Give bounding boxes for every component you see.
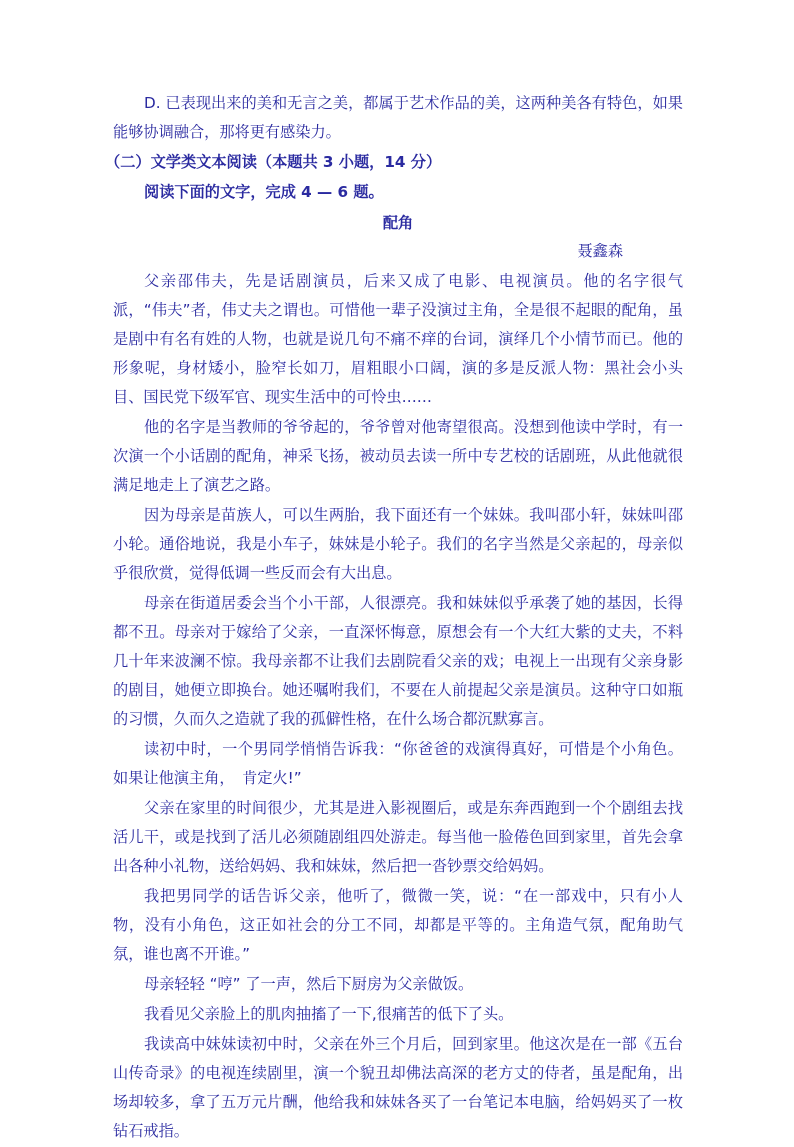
document-page — [105, 89, 683, 1147]
option-d-text: D. 已表现出来的美和无言之美，都属于艺术作品的美，这两种美各有特色，如果能够协调融合，那将更有感染力。 — [113, 94, 683, 141]
reading-instruction: 阅读下面的文字，完成 4 — 6 题。 — [144, 183, 384, 201]
story-paragraph: 父亲邵伟夫，先是话剧演员，后来又成了电影、电视演员。他的名字很气派，“伟夫”者，伟丈夫之谓也。可惜他一辈子没演过主角，全是很不起眼的配角，虽是剧中有名有姓的人物，也就是说几句不痛不痒的台词，演绎几个小情节而已。他的形象呢，身材矮小，脸窄长如刀，眉粗眼小口阔，演的多是反派人物：黑社会小头目、国民党下级军官、现实生活中的可怜虫…… — [113, 272, 683, 406]
section-heading: （二）文学类文本阅读（本题共 3 小题，14 分） — [105, 153, 442, 171]
story-paragraph: 读初中时，一个男同学悄悄告诉我：“你爸爸的戏演得真好，可惜是个小角色。如果让他演主角， 肯定火!” — [113, 740, 683, 787]
story-paragraph: 我看见父亲脸上的肌肉抽搐了一下,很痛苦的低下了头。 — [144, 1005, 514, 1023]
story-paragraph: 母亲轻轻 “哼” 了一声，然后下厨房为父亲做饭。 — [144, 975, 474, 993]
story-author: 聂鑫森 — [577, 242, 623, 260]
story-paragraph: 父亲在家里的时间很少，尤其是进入影视圈后，或是东奔西跑到一个个剧组去找活儿干，或是找到了活儿必须随剧组四处游走。每当他一脸倦色回到家里，首先会拿出各种小礼物，送给妈妈、我和妹妹，然后把一沓钞票交给妈妈。 — [113, 799, 683, 875]
story-paragraph: 母亲在街道居委会当个小干部，人很漂亮。我和妹妹似乎承袭了她的基因，长得都不丑。母亲对于嫁给了父亲，一直深怀悔意，原想会有一个大红大紫的丈夫，不料几十年来波澜不惊。我母亲都不让我们去剧院看父亲的戏；电视上一出现有父亲身影的剧目，她便立即换台。她还嘱咐我们，不要在人前提起父亲是演员。这种守口如瓶的习惯，久而久之造就了我的孤僻性格，在什么场合都沉默寡言。 — [113, 594, 683, 728]
story-paragraph: 我读高中妹妹读初中时，父亲在外三个月后，回到家里。他这次是在一部《五台山传奇录》的电视连续剧里，演一个貌丑却佛法高深的老方丈的侍者，虽是配角，出场却较多，拿了五万元片酬，他给我和妹妹各买了一台笔记本电脑，给妈妈买了一枚钻石戒指。 — [113, 1035, 683, 1140]
story-title: 配角 — [382, 214, 414, 232]
story-paragraph: 因为母亲是苗族人，可以生两胎，我下面还有一个妹妹。我叫邵小轩，妹妹叫邵小轮。通俗地说，我是小车子，妹妹是小轮子。我们的名字当然是父亲起的，母亲似乎很欣赏，觉得低调一些反而会有大出息。 — [113, 506, 683, 582]
story-paragraph: 他的名字是当教师的爷爷起的，爷爷曾对他寄望很高。没想到他读中学时，有一次演一个小话剧的配角，神采飞扬，被动员去读一所中专艺校的话剧班，从此他就很满足地走上了演艺之路。 — [113, 418, 683, 494]
story-paragraph: 我把男同学的话告诉父亲，他听了，微微一笑，说：“在一部戏中，只有小人物，没有小角色，这正如社会的分工不同，却都是平等的。主角造气氛，配角助气氛，谁也离不开谁。” — [113, 887, 683, 963]
